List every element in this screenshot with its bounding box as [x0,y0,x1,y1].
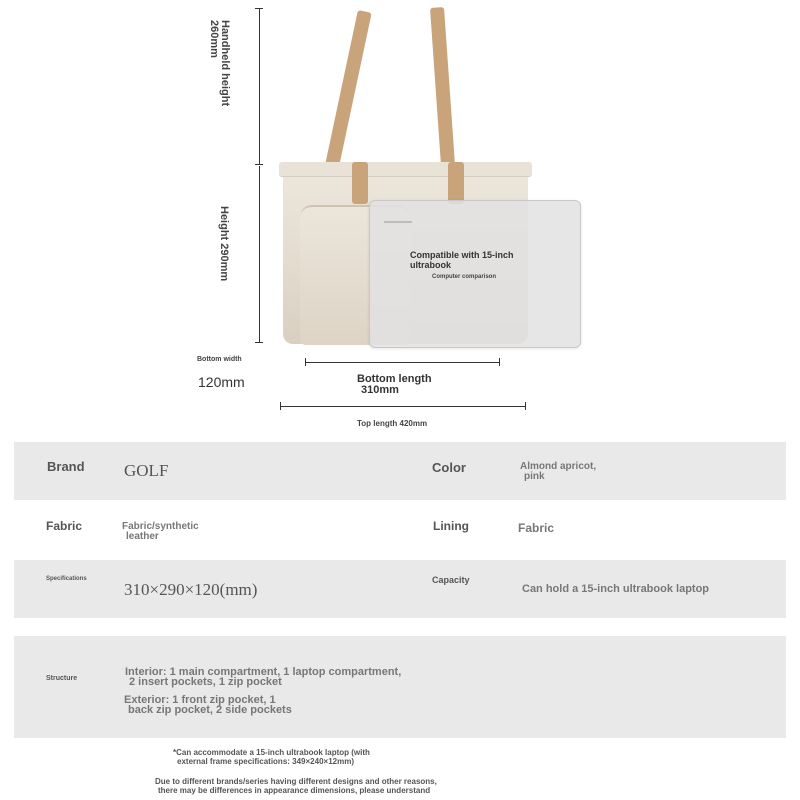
bottom-width-value: 120mm [198,374,245,390]
fabric-value-line2: leather [126,531,159,542]
laptop-logo-mark [384,221,412,223]
color-value [520,462,596,482]
handheld-height-label: Handheld height 260mm [208,20,231,107]
bottom-length-tick-right [499,358,500,366]
lining-label: Lining [433,519,469,533]
structure-label: Structure [46,675,78,682]
specifications-label: Specifications [46,576,87,582]
color-value-line1: Almond apricot, [520,461,597,472]
footnote-laptop-line2: external frame specifications: 349×240×12mm) [177,757,354,766]
lining-value: Fabric [518,521,555,535]
spec-row-brand-color [14,442,786,500]
bottom-length-label [357,374,432,396]
bottom-width-label: Bottom width [197,356,242,363]
spec-row-fabric-lining [14,500,786,560]
interior-line2: 2 insert pockets, 1 zip pocket [129,676,282,688]
laptop-title-line1: Compatible with 15-inch [410,250,514,260]
exterior-line2: back zip pocket, 2 side pockets [128,704,292,716]
specifications-value: 310×290×120(mm) [124,580,258,599]
footnote-laptop-line1: *Can accommodate a 15-inch ultrabook laptop (with [173,748,370,757]
structure-interior [125,667,401,687]
color-value-line2: pink [524,471,545,482]
spec-row-structure [14,636,786,738]
laptop-subtitle: Computer comparison [432,274,497,280]
structure-exterior [124,695,292,715]
footnote-disclaimer-line2: there may be differences in appearance dimensions, please understand [158,786,431,795]
top-length-tick-right [525,402,526,410]
height-tick-bottom [255,342,263,343]
capacity-label: Capacity [432,575,470,585]
top-length-line [280,406,526,407]
bottom-length-tick-left [305,358,306,366]
footnote-laptop-compat [173,748,370,766]
bag-top-edge [279,162,532,177]
fabric-value [122,522,199,542]
height-label: Height 290mm [218,206,230,282]
capacity-value: Can hold a 15-inch ultrabook laptop [522,583,710,595]
footnote-dimension-disclaimer [155,777,437,795]
color-label: Color [432,460,466,475]
handheld-height-line [259,8,260,164]
height-line [259,166,260,342]
bottom-length-line [305,362,500,363]
spec-row-specifications-capacity [14,560,786,618]
interior-line1: Interior: 1 main compartment, 1 laptop compartment, [125,666,402,678]
fabric-value-line1: Fabric/synthetic [122,521,199,532]
exterior-line1: Exterior: 1 front zip pocket, 1 [124,694,276,706]
fabric-label: Fabric [46,519,83,533]
brand-label: Brand [47,459,85,474]
laptop-comparison-overlay [369,200,581,348]
handheld-height-tick-top [255,8,263,9]
laptop-title [410,250,514,270]
brand-value: GOLF [124,461,169,480]
laptop-title-line2: ultrabook [410,260,452,270]
bottom-length-value: 310mm [361,384,399,396]
bottom-length-title: Bottom length [357,373,432,385]
top-length-label: Top length 420mm [357,419,428,428]
footnote-disclaimer-line1: Due to different brands/series having different designs and other reasons, [155,777,437,786]
handheld-height-tick-bottom [255,164,263,165]
top-length-tick-left [280,402,281,410]
strap-tab-left [352,162,368,204]
strap-tab-right [448,162,464,204]
